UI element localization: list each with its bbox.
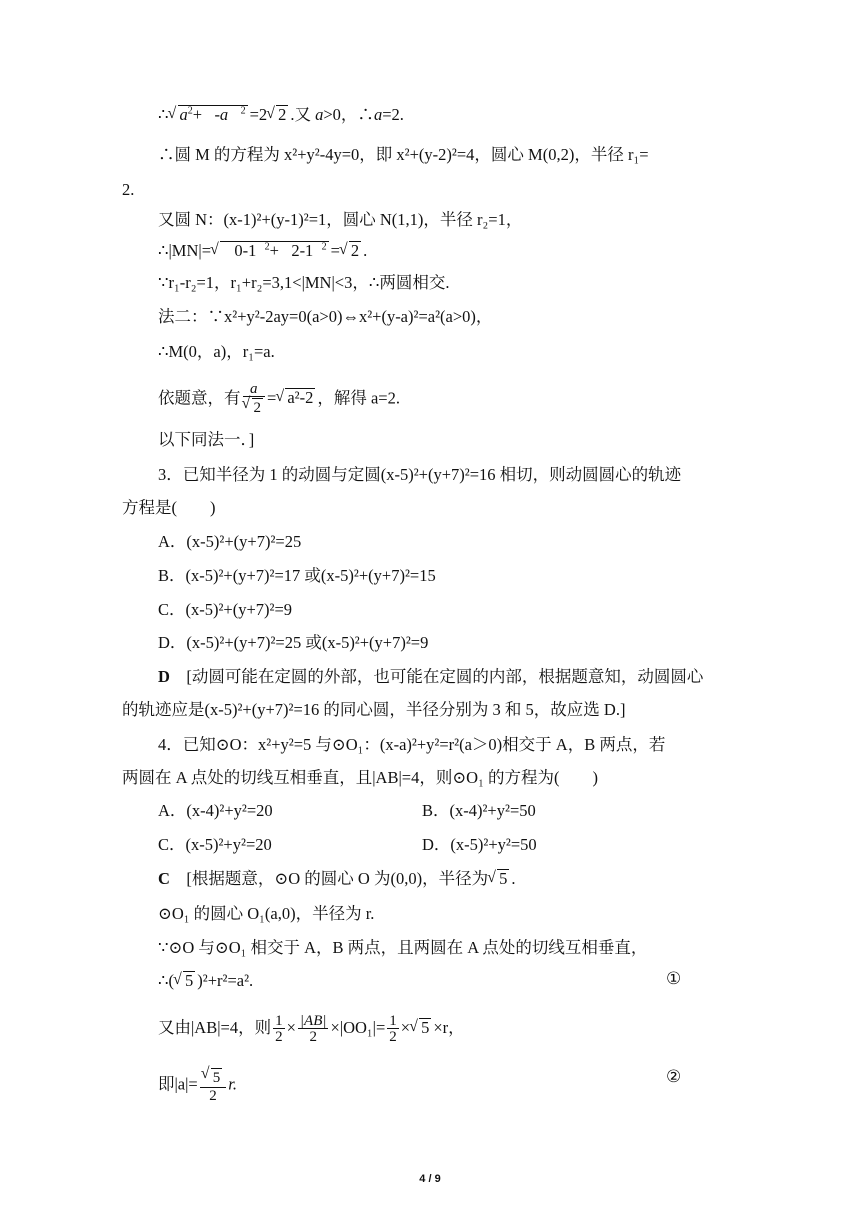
solution-line-4: 又圆 N：(x-1)²+(y-1)²=1，圆心 N(1,1)，半径 r₂=1， [158, 210, 523, 229]
solution-line-7: 法二：∵x²+y²-2ay=0(a>0)⇔x²+(y-a)²=a²(a>0)， [158, 307, 493, 326]
neg-a: -a [214, 105, 229, 124]
sqrt-2b: √ 2 [340, 240, 361, 262]
answer-4-line-6: 即|a|= √ $\frac{5}{2}$ r. [158, 1068, 237, 1103]
var-a3: a [373, 105, 383, 124]
sqrt-a2-2: √ a²-2 [276, 387, 315, 409]
answer-4-line-3: ∵⊙O 与⊙O₁ 相交于 A，B 两点，且两圆在 A 点处的切线互相垂直， [158, 938, 648, 957]
answer-3-line-2: 的轨迹应是(x-5)²+(y+7)²=16 的同心圆，半径分别为 3 和 5，故应选 D.] [122, 700, 626, 719]
plus: + [192, 105, 203, 124]
question-3-stem: 3．已知半径为 1 的动圆与定圆(x-5)²+(y+7)²=16 相切，则动圆圆心的轨迹 [158, 465, 682, 484]
question-4-stem-cont: 两圆在 A 点处的切线互相垂直，且|AB|=4，则⊙O₁ 的方程为( ) [122, 768, 598, 787]
equals-2: =2 [249, 105, 268, 124]
answer-3-letter: D [158, 667, 170, 686]
equation-marker-1: ① [666, 969, 682, 988]
answer-4-line-2: ⊙O₁ 的圆心 O₁(a,0)，半径为 r. [158, 904, 375, 923]
question-4-stem: 4．已知⊙O：x²+y²=5 与⊙O₁：(x-a)²+y²=r²(a＞0)相交于 A，B 两点，若 [158, 735, 666, 754]
answer-4-line-5: 又由|AB|=4，则 $\frac{1}{2}$ × $\frac{|AB|}{2}$ ×|OO₁|= $\frac{1}{2}$ ×√ 5 ×r， [158, 1014, 465, 1044]
equation-marker-2: ② [666, 1067, 682, 1086]
question-3-option-a: A．(x-5)²+(y+7)²=25 [158, 532, 302, 551]
question-4-option-b: B．(x-4)²+y²=50 [422, 801, 536, 820]
question-3-option-c: C．(x-5)²+(y+7)²=9 [158, 600, 293, 619]
fraction-a-root2: a √ 2 [243, 382, 266, 417]
solution-line-10: 以下同法一．] [158, 430, 255, 449]
answer-3-line-1: D [动圆可能在定圆的外部，也可能在定圆的内部，根据题意知，动圆圆心 [158, 667, 704, 686]
solution-line-5: ∴|MN|=√ 0-1 $^2$+ 2-1 $^2$ =√ 2 . [158, 240, 367, 262]
answer-4-line-4: ∴(√ 5 )²+r²=a². [158, 970, 253, 992]
solution-line-9: 依题意，有 a √ 2 =√ a²-2 ，解得 a=2. [158, 382, 400, 417]
text-gt0: >0，∴ [323, 105, 374, 124]
solution-line-2: ∴圆 M 的方程为 x²+y²-4y=0，即 x²+(y-2)²=4，圆心 M(0,2)，半径 r₁= [158, 145, 649, 164]
answer-4-letter: C [158, 869, 170, 888]
answer-4-line-1: C [根据题意，⊙O 的圆心 O 为(0,0)，半径为√ 5 . [158, 868, 515, 890]
solution-line-1 [158, 104, 404, 126]
question-3-option-d: D．(x-5)²+(y+7)²=25 或(x-5)²+(y+7)²=9 [158, 633, 429, 652]
sqrt-expression: √ $a^2+$ -a $^2$ [169, 104, 248, 126]
therefore-symbol: ∴ [158, 105, 169, 124]
var-a: a [179, 105, 188, 124]
text-eq2: =2. [382, 105, 404, 124]
question-4-option-a: A．(x-4)²+y²=20 [158, 801, 273, 820]
question-3-stem-cont: 方程是( ) [122, 498, 216, 517]
solution-line-6: ∵r₁-r₂=1，r₁+r₂=3,1<|MN|<3，∴两圆相交. [158, 273, 450, 292]
solution-line-3: 2. [122, 180, 135, 199]
question-4-option-c: C．(x-5)²+y²=20 [158, 835, 272, 854]
text-you: .又 [290, 105, 316, 124]
solution-line-8: ∴M(0，a)，r₁=a. [158, 342, 275, 361]
var-a2: a [315, 105, 324, 124]
page-number: 4 / 9 [419, 1173, 441, 1185]
question-3-option-b: B．(x-5)²+(y+7)²=17 或(x-5)²+(y+7)²=15 [158, 566, 436, 585]
question-4-option-d: D．(x-5)²+y²=50 [422, 835, 537, 854]
sqrt-mn: √ 0-1 $^2$+ 2-1 $^2$ [211, 240, 329, 262]
sqrt-2: √ 2 [267, 104, 288, 126]
mn-label: ∴|MN|= [158, 241, 211, 260]
